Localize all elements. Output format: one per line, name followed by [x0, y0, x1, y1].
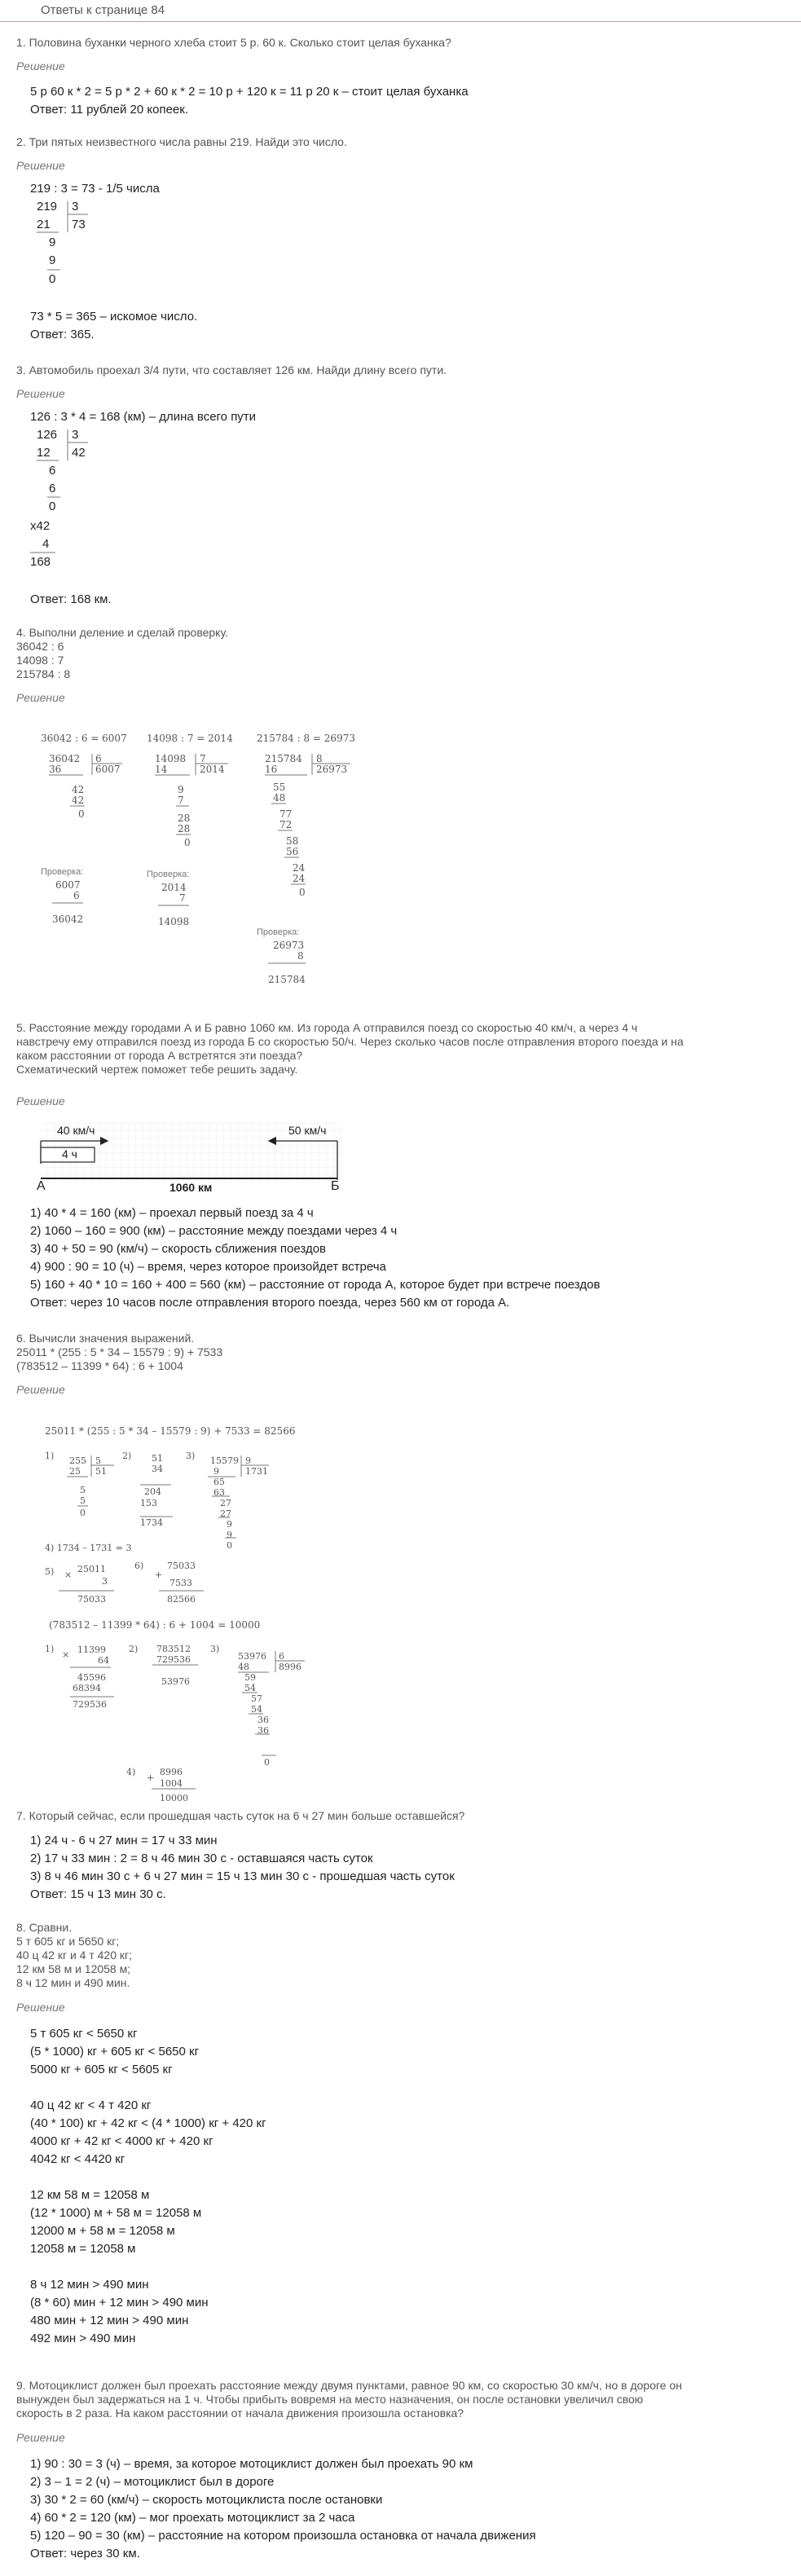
div-dividend: 36042 — [49, 753, 81, 764]
div-step: 9 — [49, 236, 56, 249]
div-step: 72 — [279, 819, 293, 830]
div-step: 7 — [178, 795, 184, 806]
div-step: 63 — [213, 1487, 225, 1498]
div-step: 58 — [286, 835, 299, 847]
div-step: 77 — [279, 808, 293, 820]
task5-question-line: навстречу ему отправился поезд из города Б со скоростью 50/ч. Через сколько часов после отправления второго поезда и на — [16, 1035, 684, 1048]
task5-line: 1) 40 * 4 = 160 (км) – проехал первый поезд за 4 ч — [30, 1206, 314, 1220]
mul-factor: 4 — [42, 537, 50, 551]
step-number: 4) — [126, 1767, 136, 1777]
div-step: 57 — [251, 1693, 262, 1704]
task9-line: 1) 90 : 30 = 3 (ч) – время, за которое мотоциклист должен был проехать 90 км — [30, 2457, 473, 2471]
task1-answer: Ответ: 11 рублей 20 копеек. — [30, 103, 188, 117]
mul-factor: 2014 — [161, 882, 187, 893]
task3-answer: Ответ: 168 км. — [30, 592, 112, 606]
mul-partial: 153 — [140, 1498, 157, 1508]
task5-question-line: Схематический чертеж поможет тебе решить задачу. — [16, 1063, 298, 1076]
div-step: 36 — [49, 764, 62, 775]
div-divisor: 6 — [279, 1651, 284, 1662]
div-step: 27 — [220, 1508, 231, 1519]
task4-item: 215784 : 8 — [16, 667, 71, 680]
div-step: 48 — [238, 1662, 249, 1672]
div-step: 9 — [227, 1530, 232, 1540]
task9-line: 3) 30 * 2 = 60 (км/ч) – скорость мотоциклиста после остановки — [30, 2493, 383, 2507]
add-term: 7533 — [169, 1578, 192, 1588]
div-quotient: 42 — [72, 446, 86, 460]
check-label: Проверка: — [147, 870, 190, 879]
task7-answer: Ответ: 15 ч 13 мин 30 с. — [30, 1887, 166, 1901]
mul-partial: 68394 — [73, 1683, 101, 1693]
mul-product: 14098 — [158, 916, 190, 927]
div-step: 27 — [220, 1498, 231, 1508]
task8-line: 492 мин > 490 мин — [30, 2332, 136, 2345]
div-remainder: 0 — [299, 887, 306, 898]
sub-difference: 53976 — [161, 1676, 190, 1687]
task6-heading-2: (783512 – 11399 * 64) : 6 + 1004 = 10000 — [49, 1619, 261, 1631]
mul-factor: 34 — [152, 1464, 163, 1474]
div-quotient: 2014 — [200, 764, 225, 775]
task8-solution-label: Решение — [16, 2001, 65, 2014]
div-step: 28 — [178, 812, 191, 824]
div-step: 16 — [265, 764, 278, 775]
task8-line: 40 ц 42 кг < 4 т 420 кг — [30, 2098, 152, 2112]
task9-line: 5) 120 – 90 = 30 (км) – расстояние на котором произошла остановка от начала движения — [30, 2529, 536, 2543]
task9-question-line: вынужден был задержаться на 1 ч. Чтобы прибыть вовремя на место назначения, он после остановки увеличил свою — [16, 2393, 644, 2406]
step-number: 3) — [210, 1644, 220, 1654]
div-step: 9 — [49, 253, 56, 267]
task8-question-line: 8. Сравни. — [16, 1921, 73, 1934]
task2-result: 73 * 5 = 365 – искомое число. — [30, 310, 198, 324]
task7-line: 2) 17 ч 33 мин : 2 = 8 ч 46 мин 30 с - оставшаяся часть суток — [30, 1852, 373, 1865]
mul-product: 75033 — [77, 1594, 106, 1605]
div-quotient: 51 — [95, 1466, 107, 1477]
check-label: Проверка: — [41, 867, 84, 877]
task4-heading-3: 215784 : 8 = 26973 — [257, 733, 355, 744]
mul-product: 729536 — [73, 1699, 107, 1710]
div-step: 55 — [273, 782, 286, 793]
task9-answer: Ответ: через 30 км. — [30, 2547, 140, 2561]
task5-question-line: 5. Расстояние между городами А и Б равно 1060 км. Из города А отправился поезд со скоростью 40 км/ч, а через 4 ч — [16, 1021, 638, 1034]
task5-line: 5) 160 + 40 * 10 = 160 + 400 = 560 (км) – расстояние от города А, которое будет при встрече поездов — [30, 1278, 601, 1292]
times-sign: × — [62, 1649, 70, 1660]
task6-step4: 4) 1734 – 1731 = 3 — [45, 1543, 132, 1553]
div-step: 5 — [80, 1495, 86, 1506]
div-dividend: 215784 — [265, 753, 302, 764]
speed-a-label: 40 км/ч — [57, 1124, 95, 1137]
task8-line: 480 мин + 12 мин > 490 мин — [30, 2314, 189, 2327]
speed-b-label: 50 км/ч — [288, 1124, 327, 1137]
div-step: 9 — [227, 1519, 232, 1530]
step-number: 2) — [129, 1644, 139, 1654]
div-quotient: 1731 — [245, 1466, 268, 1477]
task8-line: 4000 кг + 42 кг < 4000 кг + 420 кг — [30, 2134, 213, 2148]
mul-factor: 25011 — [77, 1564, 106, 1574]
div-step: 36 — [257, 1725, 269, 1736]
task8-line: 12058 м = 12058 м — [30, 2242, 136, 2256]
task5-diagram — [33, 1123, 350, 1196]
div-remainder: 0 — [227, 1540, 232, 1551]
div-quotient: 26973 — [316, 764, 348, 775]
div-step: 65 — [213, 1477, 225, 1487]
task2-question: 2. Три пятых неизвестного числа равны 219. Найди это число. — [16, 135, 347, 148]
div-quotient: 8996 — [279, 1662, 301, 1672]
city-b-label: Б — [331, 1179, 340, 1193]
task7-line: 1) 24 ч - 6 ч 27 мин = 17 ч 33 мин — [30, 1834, 218, 1847]
plus-sign: + — [147, 1772, 155, 1783]
mul-factor: 64 — [98, 1655, 109, 1666]
task8-line: 12000 м + 58 м = 12058 м — [30, 2224, 175, 2238]
div-step: 21 — [37, 218, 51, 231]
div-step: 28 — [178, 823, 191, 834]
div-step: 9 — [178, 784, 184, 795]
mul-factor: 26973 — [273, 940, 305, 951]
task2-answer: Ответ: 365. — [30, 328, 95, 341]
times-sign: × — [64, 1570, 73, 1580]
mul-product: 36042 — [52, 914, 84, 925]
div-divisor: 6 — [95, 753, 102, 764]
div-dividend: 255 — [69, 1455, 86, 1466]
task8-question-line: 5 т 605 кг и 5650 кг; — [16, 1935, 120, 1948]
plus-sign: + — [155, 1570, 163, 1580]
task5-line: 2) 1060 – 160 = 900 (км) – расстояние между поездами через 4 ч — [30, 1224, 398, 1238]
mul-factor: 11399 — [77, 1645, 106, 1655]
div-step: 59 — [244, 1672, 256, 1683]
page-title: Ответы к странице 84 — [41, 3, 165, 17]
mul-factor: 6 — [73, 890, 80, 901]
task4-item: 14098 : 7 — [16, 654, 64, 667]
task8-line: (12 * 1000) м + 58 м = 12058 м — [30, 2206, 202, 2220]
task3-line1: 126 : 3 * 4 = 168 (км) – длина всего пути — [30, 410, 257, 424]
div-quotient: 6007 — [95, 764, 121, 775]
div-step: 24 — [293, 873, 306, 884]
div-step: 42 — [72, 784, 85, 795]
div-step: 12 — [37, 446, 51, 460]
div-divisor: 7 — [200, 753, 206, 764]
div-remainder: 0 — [264, 1757, 270, 1768]
task4-question: 4. Выполни деление и сделай проверку. — [16, 626, 228, 639]
task4-heading-1: 36042 : 6 = 6007 — [41, 733, 127, 744]
mul-factor: 51 — [152, 1453, 163, 1464]
task6-heading-1: 25011 * (255 : 5 * 34 – 15579 : 9) + 7533 = 82566 — [45, 1425, 296, 1437]
div-step: 24 — [293, 862, 306, 874]
city-a-label: А — [37, 1179, 46, 1193]
div-divisor: 9 — [245, 1455, 251, 1466]
div-remainder: 0 — [80, 1508, 86, 1518]
task9-question-line: скорость в 2 раза. На каком расстоянии от начала движения произошла остановка? — [16, 2406, 464, 2420]
div-step: 54 — [244, 1683, 256, 1693]
add-sum: 10000 — [160, 1793, 188, 1803]
div-quotient: 73 — [72, 218, 86, 231]
div-step: 9 — [213, 1466, 219, 1477]
mul-factor: 7 — [179, 892, 186, 904]
task8-line: 5 т 605 кг < 5650 кг — [30, 2027, 138, 2041]
div-step: 14 — [155, 764, 168, 775]
step-number: 2) — [122, 1451, 132, 1461]
step-number: 3) — [186, 1451, 196, 1461]
div-remainder: 0 — [49, 272, 56, 286]
sub-minuend: 783512 — [156, 1644, 191, 1654]
step-number: 6) — [134, 1561, 144, 1571]
task8-line: (8 * 60) мин + 12 мин > 490 мин — [30, 2296, 209, 2310]
add-sum: 82566 — [167, 1594, 196, 1605]
div-step: 42 — [72, 795, 85, 806]
div-step: 6 — [49, 464, 56, 478]
div-dividend: 219 — [37, 200, 58, 214]
mul-partial: 45596 — [77, 1672, 106, 1683]
mul-factor: 3 — [102, 1576, 108, 1587]
div-remainder: 0 — [49, 500, 56, 513]
task8-question-line: 12 км 58 м и 12058 м; — [16, 1962, 131, 1975]
div-divisor: 8 — [316, 753, 323, 764]
add-term: 1004 — [160, 1778, 183, 1789]
div-dividend: 126 — [37, 428, 58, 442]
step-number: 1) — [45, 1451, 55, 1461]
task1-question: 1. Половина буханки черного хлеба стоит 5 р. 60 к. Сколько стоит целая буханка? — [16, 36, 451, 49]
div-step: 25 — [69, 1466, 81, 1477]
step-number: 1) — [45, 1644, 55, 1654]
div-step: 48 — [273, 792, 286, 804]
mul-partial: 204 — [144, 1486, 161, 1497]
mul-product: 168 — [30, 555, 51, 569]
div-dividend: 14098 — [155, 753, 187, 764]
task8-line: 12 км 58 м = 12058 м — [30, 2188, 150, 2202]
task8-line: (5 * 1000) кг + 605 кг < 5650 кг — [30, 2045, 200, 2059]
task7-line: 3) 8 ч 46 мин 30 с + 6 ч 27 мин = 15 ч 13 мин 30 с - прошедшая часть суток — [30, 1869, 455, 1883]
add-term: 75033 — [167, 1561, 196, 1571]
task6-question-line: 6. Вычисли значения выражений. — [16, 1332, 195, 1345]
task1-solution-label: Решение — [16, 59, 65, 73]
div-step: 56 — [286, 846, 299, 857]
div-divisor: 3 — [72, 200, 79, 214]
task5-question-line: каком расстоянии от города А встретятся эти поезда? — [16, 1049, 303, 1062]
task6-expression: (783512 – 11399 * 64) : 6 + 1004 — [16, 1359, 183, 1372]
task8-question-line: 40 ц 42 кг и 4 т 420 кг; — [16, 1949, 133, 1962]
task4-item: 36042 : 6 — [16, 640, 64, 653]
div-remainder: 0 — [184, 837, 191, 848]
task9-line: 4) 60 * 2 = 120 (км) – мог проехать мотоциклист за 2 часа — [30, 2511, 355, 2525]
sub-subtrahend: 729536 — [156, 1654, 191, 1665]
step-number: 5) — [45, 1566, 55, 1577]
task6-solution-label: Решение — [16, 1383, 65, 1396]
task8-question-line: 8 ч 12 мин и 490 мин. — [16, 1976, 130, 1989]
mul-product: 215784 — [268, 974, 306, 985]
div-dividend: 53976 — [238, 1651, 266, 1662]
check-label: Проверка: — [257, 927, 300, 937]
task3-question: 3. Автомобиль проехал 3/4 пути, что составляет 126 км. Найди длину всего пути. — [16, 363, 447, 376]
div-dividend: 15579 — [210, 1455, 239, 1466]
div-step: 54 — [251, 1704, 262, 1715]
mul-product: 1734 — [140, 1517, 163, 1528]
distance-label: 1060 км — [169, 1181, 213, 1194]
task5-line: 3) 40 + 50 = 90 (км/ч) – скорость сближения поездов — [30, 1242, 327, 1256]
task9-question-line: 9. Мотоциклист должен был проехать расстояние между двумя пунктами, равное 90 км, со скоростью 30 км/ч, но в дороге он — [16, 2379, 682, 2392]
div-step: 6 — [49, 482, 56, 495]
mul-factor: 8 — [297, 950, 304, 962]
task2-solution-label: Решение — [16, 159, 65, 172]
div-step: 36 — [257, 1715, 269, 1725]
div-step: 5 — [80, 1485, 86, 1495]
task8-line: (40 * 100) кг + 42 кг < (4 * 1000) кг + 420 кг — [30, 2116, 266, 2130]
task1-line: 5 р 60 к * 2 = 5 р * 2 + 60 к * 2 = 10 р + 120 к = 11 р 20 к – стоит целая буханка — [30, 85, 469, 99]
task7-question: 7. Который сейчас, если прошедшая часть суток на 6 ч 27 мин больше оставшейся? — [16, 1809, 465, 1822]
task3-solution-label: Решение — [16, 387, 65, 400]
task2-line1: 219 : 3 = 73 - 1/5 числа — [30, 182, 160, 196]
task5-line: 4) 900 : 90 = 10 (ч) – время, через которое произойдет встреча — [30, 1260, 386, 1274]
task8-line: 4042 кг < 4420 кг — [30, 2152, 125, 2166]
div-divisor: 3 — [72, 428, 79, 442]
task9-line: 2) 3 – 1 = 2 (ч) – мотоциклист был в дороге — [30, 2475, 275, 2489]
task6-expression: 25011 * (255 : 5 * 34 – 15579 : 9) + 7533 — [16, 1345, 223, 1358]
task8-line: 5000 кг + 605 кг < 5605 кг — [30, 2063, 173, 2076]
task4-solution-label: Решение — [16, 691, 65, 704]
task9-solution-label: Решение — [16, 2431, 65, 2444]
mul-factor: x42 — [30, 519, 51, 533]
div-divisor: 5 — [95, 1455, 101, 1466]
task5-solution-label: Решение — [16, 1094, 65, 1107]
add-term: 8996 — [160, 1767, 183, 1777]
time-label: 4 ч — [62, 1147, 77, 1160]
mul-factor: 6007 — [55, 879, 81, 891]
task4-heading-2: 14098 : 7 = 2014 — [147, 733, 233, 744]
div-remainder: 0 — [78, 808, 85, 820]
task8-line: 8 ч 12 мин > 490 мин — [30, 2278, 149, 2292]
task5-answer: Ответ: через 10 часов после отправления второго поезда, через 560 км от города А. — [30, 1296, 510, 1310]
